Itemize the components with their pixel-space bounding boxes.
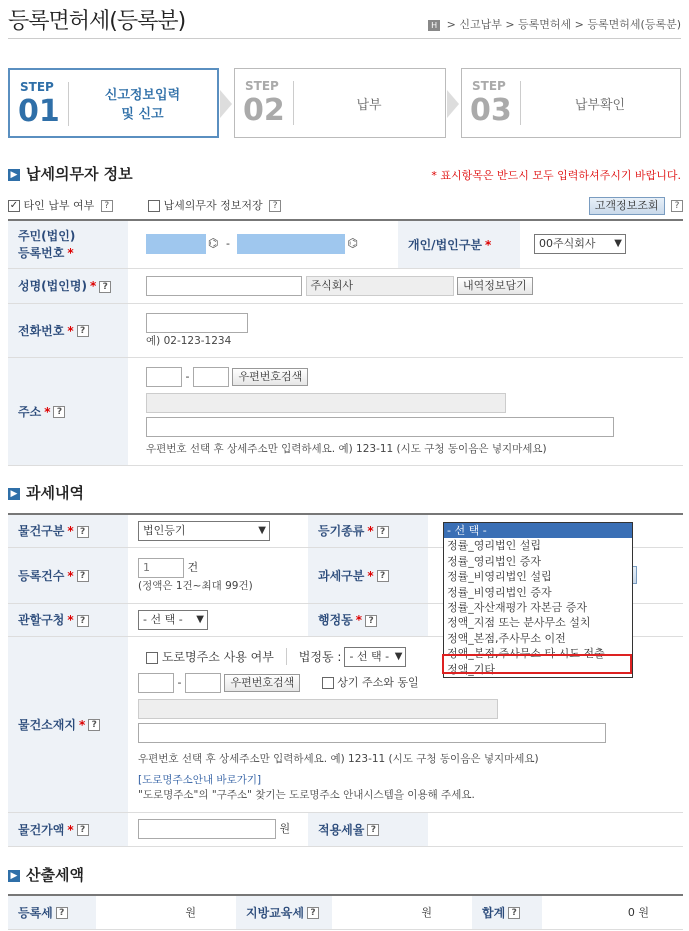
road-addr-label: 도로명주소 사용 여부 [161, 650, 274, 664]
help-icon[interactable]: ? [88, 719, 100, 731]
reg-count-label: 등록건수 [18, 568, 65, 583]
phone-input-cell [128, 303, 683, 357]
help-icon[interactable]: ? [508, 907, 520, 919]
reg-type-label-cell: 등기종류 * ? [308, 514, 428, 547]
address-hint: 우편번호 선택 후 상세주소만 입력하세요. 예) 123-11 (시도 구청 동이음은 넣지마세요) [146, 442, 547, 455]
history-button[interactable]: 내역정보담기 [457, 277, 533, 295]
type-label-cell: 개인/법인구분 * [398, 220, 520, 268]
id-back-input[interactable] [237, 234, 345, 254]
legal-dong-select[interactable]: - 선 택 - ▼ [344, 647, 406, 667]
phone-label: 전화번호 [18, 323, 65, 338]
type-select[interactable]: 00주식회사 ▼ [534, 234, 626, 254]
zip-front-input[interactable] [138, 673, 174, 693]
help-icon[interactable]: ? [269, 200, 281, 212]
office-cell [128, 603, 308, 636]
calc-form [8, 894, 683, 930]
step-label: STEP [245, 79, 279, 93]
required-note: * 표시항목은 반드시 모두 입력하셔주시기 바랍니다. [431, 169, 681, 182]
reg-count-cell [128, 547, 308, 603]
item-type-label-cell: 물건구분 * ? [8, 514, 128, 547]
help-icon[interactable]: ? [77, 526, 89, 538]
tax-class-label-cell: 과세구분 * ? [308, 547, 428, 603]
office-label: 관할구청 [18, 613, 65, 627]
item-type-cell [128, 514, 308, 547]
breadcrumb-item[interactable]: 신고납부 [459, 18, 502, 31]
step-number: 03 [470, 93, 512, 128]
step-text: 납부 [356, 97, 382, 113]
same-addr-checkbox[interactable] [322, 677, 334, 689]
id-label: 주민(법인) 등록번호 [18, 229, 76, 261]
item-type-select[interactable]: 법인등기 ▼ [138, 521, 270, 541]
section-heading-tax [8, 482, 84, 503]
bullet-icon: ▶ [8, 169, 20, 181]
breadcrumb-item: 등록면허세(등록분) [587, 18, 681, 31]
location-label: 물건소재지 [18, 717, 76, 732]
name-input[interactable] [146, 276, 302, 296]
zip-back-input[interactable] [193, 367, 229, 387]
phone-input[interactable] [146, 313, 248, 333]
total-cell [542, 895, 683, 929]
section-title: 납세의무자 정보 [26, 165, 133, 183]
help-icon[interactable]: ? [77, 824, 89, 836]
name-label-cell: 성명(법인명) * ? [8, 268, 128, 303]
zip-search-button[interactable]: 우편번호검색 [224, 674, 300, 692]
edu-tax-label-cell [236, 895, 332, 929]
price-cell [128, 812, 308, 846]
name-input-cell [128, 268, 683, 303]
id-front-input[interactable] [146, 234, 206, 254]
step-text: 신고정보입력 및 신고 [104, 88, 181, 122]
reg-tax-label-cell [8, 895, 96, 929]
help-icon[interactable]: ? [53, 406, 65, 418]
name-sub-field: 주식회사 [306, 276, 454, 296]
step-arrow-icon [447, 90, 459, 118]
item-type-label: 물건구분 [18, 524, 65, 539]
rate-cell [428, 812, 683, 846]
help-icon[interactable]: ? [56, 907, 68, 919]
rate-label: 적용세율 [318, 822, 365, 837]
help-icon[interactable]: ? [671, 200, 683, 212]
tax-class-label: 과세구분 [318, 568, 365, 583]
bullet-icon: ▶ [8, 870, 20, 882]
mouse-icon[interactable]: ⌬ [347, 236, 358, 251]
location-base-field [138, 699, 498, 719]
location-label-cell: 물건소재지 * ? [8, 636, 128, 812]
step-label: STEP [20, 80, 54, 94]
dong-label-cell: 행정동 * ? [308, 603, 428, 636]
breadcrumb: H > 신고납부 > 등록면허세 > 등록면허세(등록분) [428, 16, 681, 32]
zip-front-input[interactable] [146, 367, 182, 387]
dropdown-option[interactable]: 정률_영리법인 설립 [447, 539, 542, 553]
location-cell: 도로명주소 사용 여부 법정동 : - 선 택 - ▼ - 우편번호검색 상기 주소와 동일 우편번호 선택 후 상세주소만 입력하세요. 예) 123-11 (시도 구청 동이음은 넣지마세요) [도로명주소안내 바로가기] "도로명주소"의 "구주소" 찾기는 도로명주소 안내시스템을 이용해 주세요. [128, 636, 683, 812]
road-addr-option [146, 648, 287, 665]
step-3 [461, 68, 681, 138]
step-label: STEP [472, 79, 506, 93]
save-taxpayer-option [148, 197, 281, 213]
section-title: 과세내역 [26, 484, 84, 502]
divider [293, 81, 294, 125]
divider [8, 38, 681, 39]
reg-count-input[interactable]: 1 [138, 558, 184, 578]
reg-tax-label: 등록세 [18, 905, 53, 920]
edu-tax-label: 지방교육세 [246, 905, 304, 920]
total-label: 합계 [482, 905, 506, 920]
id-label-cell: 주민(법인) 등록번호 * [8, 220, 128, 268]
home-icon[interactable]: H [428, 20, 440, 31]
dropdown-option[interactable]: 정액_본점,주사무소 이전 [447, 631, 566, 645]
dropdown-option[interactable]: 정액_본점,주사무소 타 시도 전출 [447, 647, 605, 661]
step-number: 01 [18, 94, 60, 129]
help-icon[interactable]: ? [101, 200, 113, 212]
bullet-icon: ▶ [8, 488, 20, 500]
total-label-cell [472, 895, 542, 929]
dropdown-option[interactable]: 정액_지점 또는 분사무소 설치 [447, 616, 591, 630]
dropdown-option[interactable]: 정률_비영리법인 설립 [447, 570, 552, 584]
breadcrumb-item[interactable]: 등록면허세 [518, 18, 572, 31]
reg-count-hint: (정액은 1건~최대 99건) [138, 579, 253, 592]
save-taxpayer-checkbox[interactable] [148, 200, 160, 212]
total-value: 0 원 [627, 906, 649, 920]
road-addr-checkbox[interactable] [146, 652, 158, 664]
location-detail-input[interactable] [138, 723, 606, 743]
help-icon[interactable]: ? [99, 281, 111, 293]
help-icon[interactable]: ? [77, 615, 89, 627]
price-label: 물건가액 [18, 822, 65, 837]
address-base-field [146, 393, 506, 413]
phone-hint: 예) 02-123-1234 [146, 334, 232, 347]
address-detail-input[interactable] [146, 417, 614, 437]
rate-label-cell [308, 812, 428, 846]
address-label: 주소 [18, 404, 42, 419]
divider [68, 82, 69, 126]
proxy-pay-option [8, 197, 113, 213]
step-1 [8, 68, 219, 138]
divider [520, 81, 521, 125]
phone-label-cell: 전화번호 * ? [8, 303, 128, 357]
price-input[interactable] [138, 819, 276, 839]
proxy-pay-checkbox[interactable]: ✓ [9, 200, 19, 211]
customer-lookup-button[interactable]: 고객정보조회 [589, 197, 665, 215]
zip-back-input[interactable] [185, 673, 221, 693]
type-label: 개인/법인구분 [408, 237, 482, 252]
road-addr-note: "도로명주소"의 "구주소" 찾기는 도로명주소 안내시스템을 이용해 주세요. [138, 788, 475, 801]
legal-dong-label: 법정동 : [298, 650, 342, 664]
name-label: 성명(법인명) [18, 279, 87, 293]
office-label-cell: 관할구청 * ? [8, 603, 128, 636]
highlight-box [442, 654, 632, 674]
step-2 [234, 68, 446, 138]
reg-count-label-cell: 등록건수 * ? [8, 547, 128, 603]
edu-tax-unit: 원 [421, 906, 432, 920]
help-icon[interactable]: ? [77, 570, 89, 582]
save-taxpayer-label: 납세의무자 정보저장 [163, 199, 263, 212]
dong-label: 행정동 [318, 613, 353, 627]
id-input-cell: ⌬ - ⌬ [128, 220, 398, 268]
taxpayer-form [8, 219, 683, 466]
help-icon[interactable]: ? [377, 526, 389, 538]
help-icon[interactable]: ? [365, 615, 377, 627]
page-title-main: 등록면허세 [8, 9, 110, 34]
dropdown-option[interactable]: 정률_비영리법인 증자 [447, 585, 552, 599]
type-select-cell [520, 220, 683, 268]
help-icon[interactable]: ? [77, 325, 89, 337]
edu-tax-cell [332, 895, 472, 929]
step-text: 납부확인 [574, 97, 626, 113]
help-icon[interactable]: ? [377, 570, 389, 582]
mouse-icon[interactable]: ⌬ [208, 236, 219, 251]
page-title-sub: (등록분) [109, 9, 186, 34]
dropdown-option[interactable]: 정률_자산재평가 자본금 증자 [447, 600, 588, 614]
proxy-pay-label: 타인 납부 여부 [23, 199, 95, 212]
office-select[interactable]: - 선 택 - ▼ [138, 610, 208, 630]
reg-tax-unit: 원 [185, 906, 196, 920]
section-heading-taxpayer [8, 163, 133, 184]
dropdown-option[interactable]: 정률_영리법인 증자 [447, 554, 542, 568]
customer-lookup [589, 197, 683, 215]
reg-type-label: 등기종류 [318, 524, 365, 539]
step-arrow-icon [220, 90, 232, 118]
price-label-cell: 물건가액 * ? [8, 812, 128, 846]
dropdown-option[interactable]: 정액_기타 [447, 662, 496, 676]
price-unit: 원 [279, 822, 291, 835]
address-input-cell: - 우편번호검색 우편번호 선택 후 상세주소만 입력하세요. 예) 123-11 (시도 구청 동이음은 넣지마세요) [128, 357, 683, 465]
step-number: 02 [243, 93, 285, 128]
reg-tax-cell [96, 895, 236, 929]
road-addr-link[interactable]: [도로명주소안내 바로가기] [138, 773, 262, 786]
page-title [8, 4, 185, 35]
location-hint: 우편번호 선택 후 상세주소만 입력하세요. 예) 123-11 (시도 구청 동이음은 넣지마세요) [138, 752, 539, 765]
dropdown-option[interactable]: - 선 택 - [444, 523, 632, 538]
same-addr-label: 상기 주소와 동일 [337, 675, 419, 689]
help-icon[interactable]: ? [307, 907, 319, 919]
zip-search-button[interactable]: 우편번호검색 [232, 368, 308, 386]
section-heading-calc [8, 864, 84, 885]
section-title: 산출세액 [26, 866, 84, 884]
help-icon[interactable]: ? [367, 824, 379, 836]
reg-count-unit: 건 [187, 560, 199, 574]
address-label-cell: 주소 * ? [8, 357, 128, 465]
